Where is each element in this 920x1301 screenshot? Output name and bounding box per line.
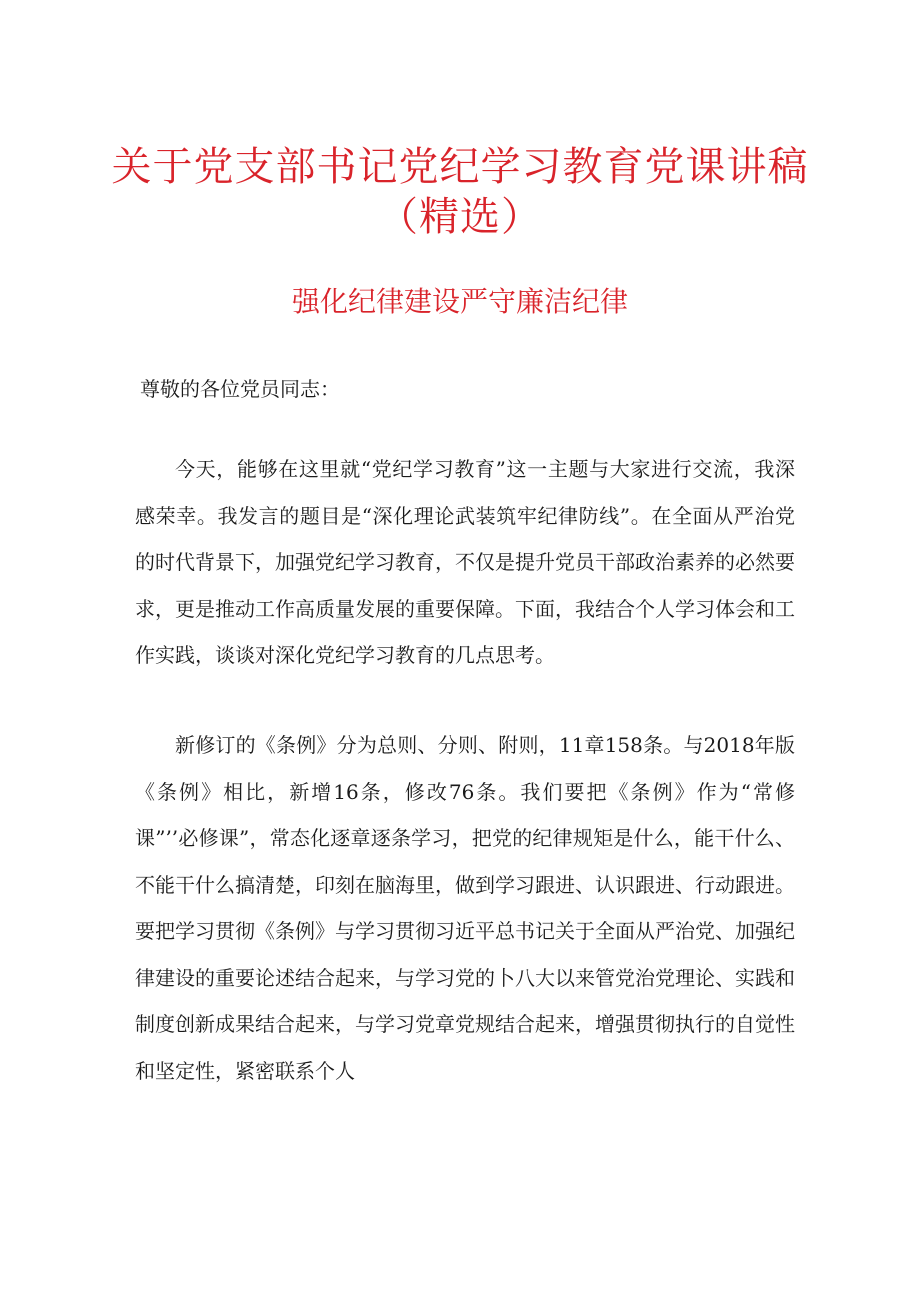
body-paragraph-1: 今天，能够在这里就“党纪学习教育”这一主题与大家进行交流，我深感荣幸。我发言的题目是“深化理论武装筑牢纪律防线”。在全面从严治党的时代背景下，加强党纪学习教育，不仅是提升党员干部政治素养的必然要求，更是推动工作高质量发展的重要保障。下面，我结合个人学习体会和工作实践，谈谈对深化党纪学习教育的几点思考。 — [135, 457, 795, 667]
body-paragraph-2: 新修订的《条例》分为总则、分则、附则，11章158条。与2018年版《条例》相比，新增16条，修改76条。我们要把《条例》作为“常修课”’’必修课”，常态化逐章逐条学习，把党的纪律规矩是什么，能干什么、不能干什么搞清楚，印刻在脑海里，做到学习跟进、认识跟进、行动跟进。要把学习贯彻《条例》与学习贯彻习近平总书记关于全面从严治党、加强纪律建设的重要论述结合起来，与学习党的卜八大以来管党治党理论、实践和制度创新成果结合起来，与学习党章党规结合起来，增强贯彻执行的自觉性和坚定性，紧密联系个人 — [135, 733, 795, 1083]
title-line-2: （精选） — [378, 194, 542, 240]
title-line-1: 关于党支部书记党纪学习教育党课讲稿 — [111, 144, 809, 190]
document-title — [0, 142, 920, 242]
document-subtitle: 强化纪律建设严守廉洁纪律 — [291, 285, 628, 318]
salutation: 尊敬的各位党员同志： — [140, 377, 340, 401]
